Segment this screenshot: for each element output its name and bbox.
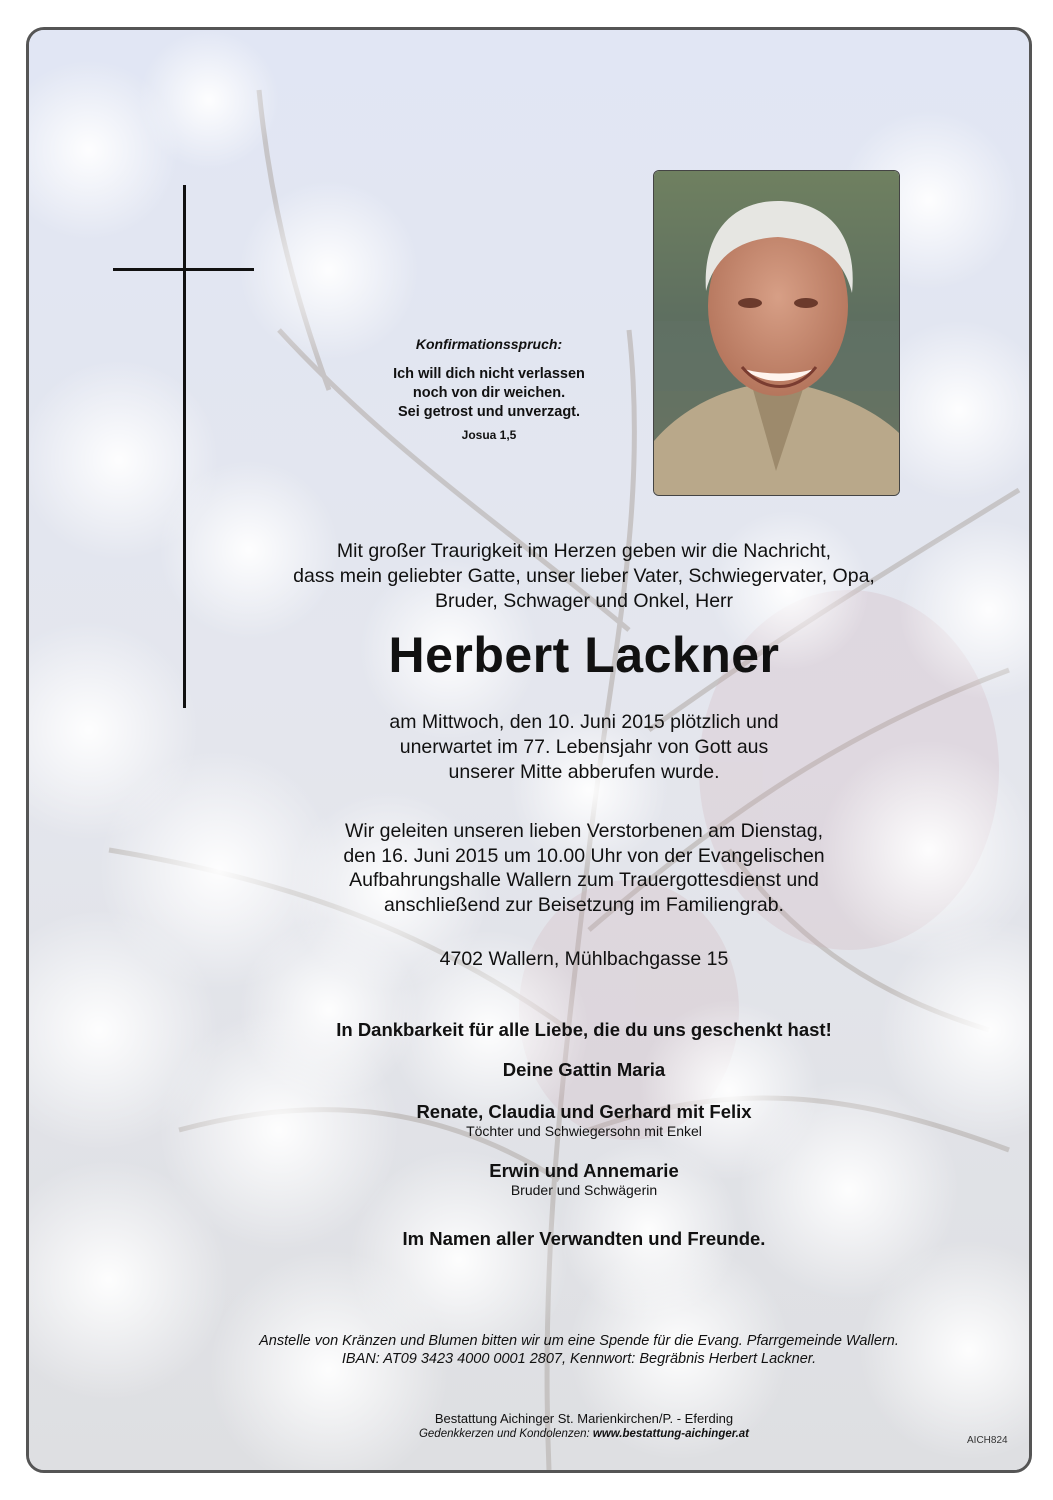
intro-line: Mit großer Traurigkeit im Herzen geben wir die Nachricht, xyxy=(336,540,832,562)
obituary-card xyxy=(26,27,1032,1473)
death-line: unserer Mitte abberufen wurde. xyxy=(448,761,720,783)
intro-text xyxy=(229,539,939,614)
death-line: unerwartet im 77. Lebensjahr von Gott aus xyxy=(399,736,769,758)
funeral-line: Wir geleiten unseren lieben Verstorbenen am Dienstag, xyxy=(344,820,824,842)
confirmation-verse xyxy=(329,336,649,442)
family-relation: Bruder und Schwägerin xyxy=(510,1182,658,1198)
family-entry xyxy=(229,1160,939,1198)
verse-source: Josua 1,5 xyxy=(461,428,517,442)
portrait-photo xyxy=(653,170,900,496)
verse-title: Konfirmationsspruch: xyxy=(415,336,563,352)
condolence-line xyxy=(249,1428,919,1440)
family-names: Deine Gattin Maria xyxy=(502,1059,666,1080)
condolence-label: Gedenkkerzen und Kondolenzen: xyxy=(418,1428,590,1440)
funeral-line: Aufbahrungshalle Wallern zum Trauergottesdienst und xyxy=(349,869,819,891)
donation-note xyxy=(149,1332,1009,1368)
verse-line: Sei getrost und unverzagt. xyxy=(397,404,581,420)
verse-line: noch von dir weichen. xyxy=(412,385,566,401)
death-notice xyxy=(229,710,939,785)
notice-code: AICH824 xyxy=(967,1435,1008,1446)
verse-line: Ich will dich nicht verlassen xyxy=(393,366,585,382)
cross-horizontal-bar xyxy=(113,268,254,271)
family-entry xyxy=(229,1101,939,1139)
funeral-line: den 16. Juni 2015 um 10.00 Uhr von der Evangelischen xyxy=(343,844,825,867)
family-names: Erwin und Annemarie xyxy=(489,1160,679,1181)
intro-line: Bruder, Schwager und Onkel, Herr xyxy=(434,590,734,612)
family-names: Renate, Claudia und Gerhard mit Felix xyxy=(416,1101,752,1122)
home-address: 4702 Wallern, Mühlbachgasse 15 xyxy=(439,948,729,970)
funeral-notice xyxy=(229,819,939,917)
death-line: am Mittwoch, den 10. Juni 2015 plötzlich und xyxy=(389,711,779,733)
donation-line: Anstelle von Kränzen und Blumen bitten wir um eine Spende für die Evang. Pfarrgemeinde Wallern. xyxy=(259,1333,899,1349)
undertaker-name: Bestattung Aichinger St. Marienkirchen/P. - Eferding xyxy=(434,1411,734,1426)
deceased-name: Herbert Lackner xyxy=(388,627,780,683)
family-relation: Töchter und Schwiegersohn mit Enkel xyxy=(466,1123,702,1139)
family-entry xyxy=(229,1059,939,1081)
cross-vertical-bar xyxy=(183,185,186,708)
funeral-line: anschließend zur Beisetzung im Familiengrab. xyxy=(384,893,784,916)
thanks-line: In Dankbarkeit für alle Liebe, die du uns geschenkt hast! xyxy=(336,1019,832,1040)
intro-line: dass mein geliebter Gatte, unser lieber Vater, Schwiegervater, Opa, xyxy=(293,565,875,587)
closing-line: Im Namen aller Verwandten und Freunde. xyxy=(402,1228,766,1249)
condolence-link[interactable]: www.bestattung-aichinger.at xyxy=(592,1428,750,1440)
donation-line: IBAN: AT09 3423 4000 0001 2807, Kennwort: Begräbnis Herbert Lackner. xyxy=(341,1351,817,1367)
